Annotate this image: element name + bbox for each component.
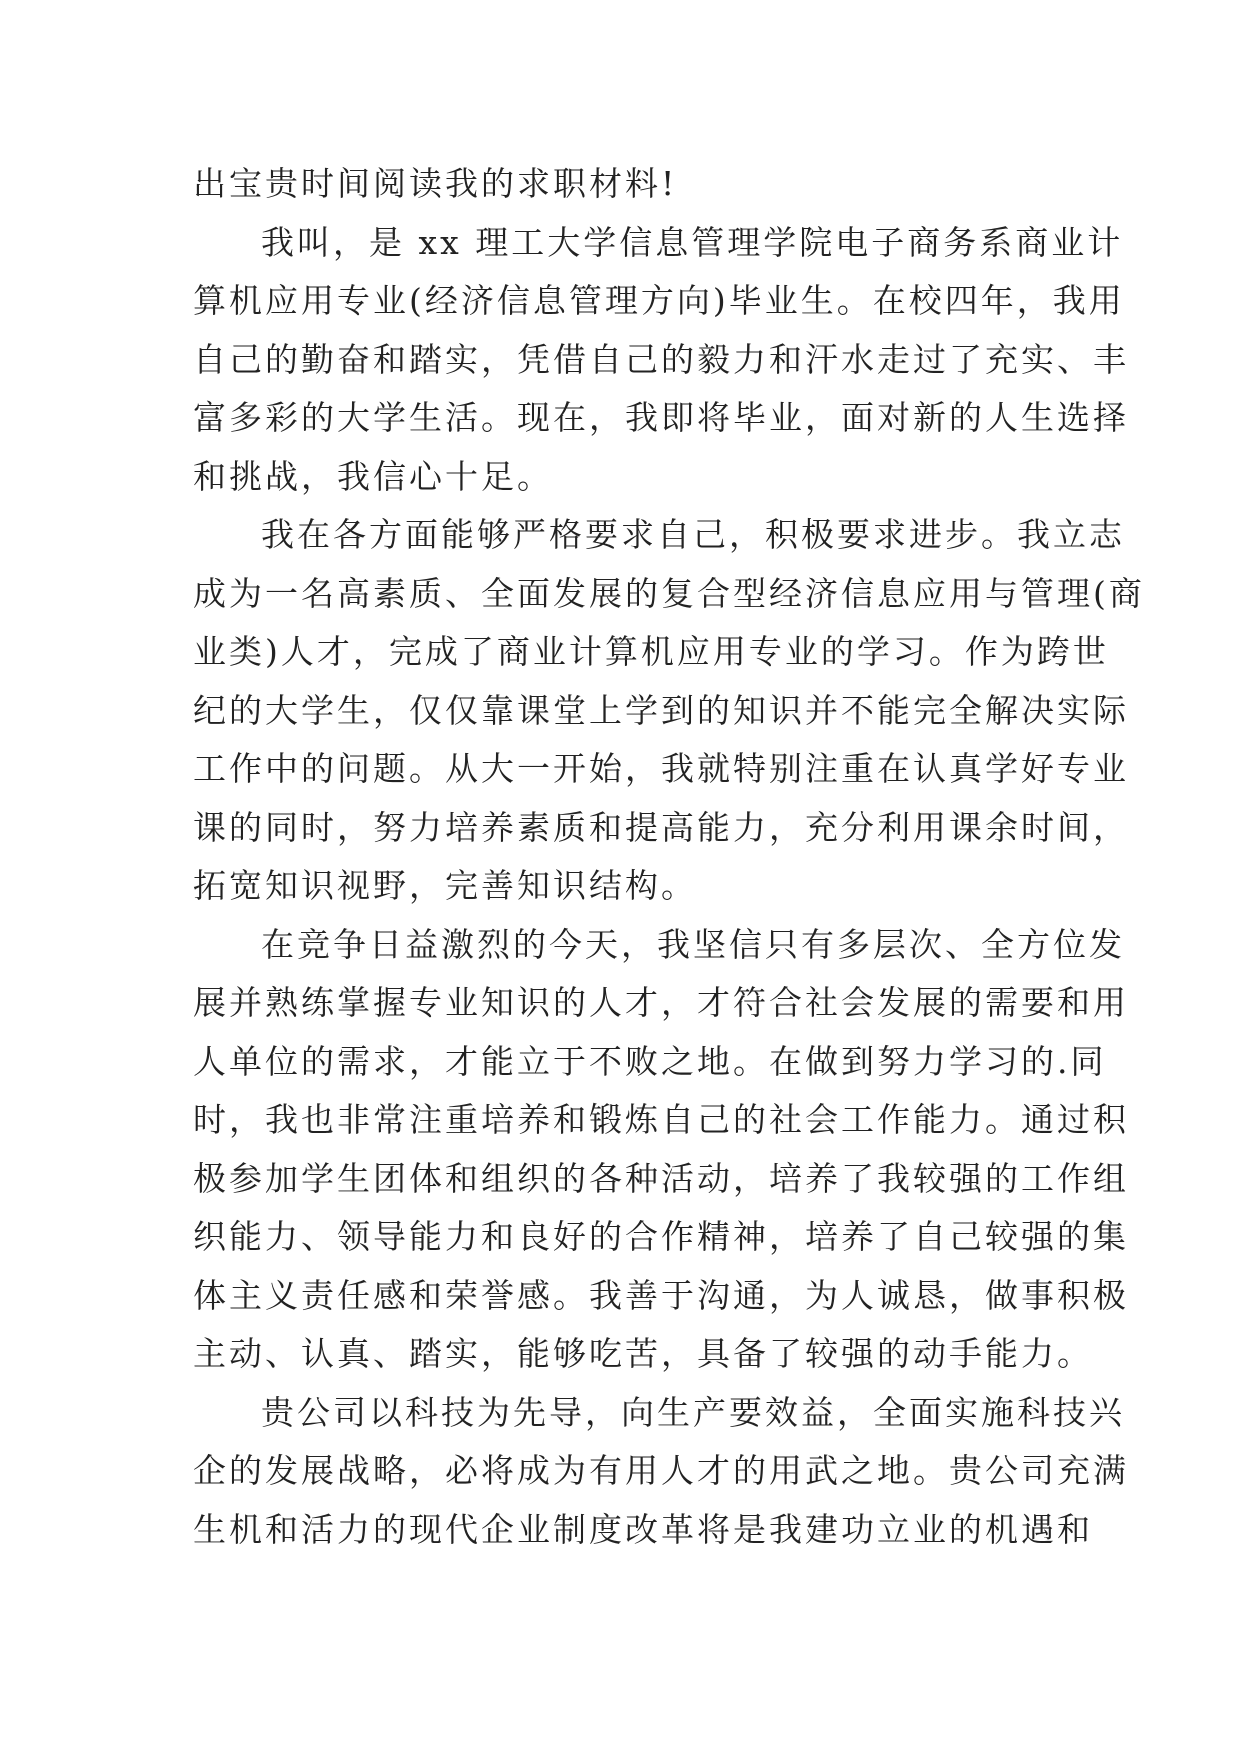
letter-body [193,155,1145,1559]
text-line: 时，我也非常注重培养和锻炼自己的社会工作能力。通过积 [193,1100,1129,1139]
text-line: 出宝贵时间阅读我的求职材料! [193,164,678,203]
paragraph-first-line: 我在各方面能够严格要求自己，积极要求进步。我立志 [261,515,1125,554]
text-line: 体主义责任感和荣誉感。我善于沟通，为人诚恳，做事积极 [193,1275,1129,1315]
text-line: 主动、认真、踏实，能够吃苦，具备了较强的动手能力。 [193,1334,1093,1373]
text-line: 极参加学生团体和组织的各种活动，培养了我较强的工作组 [193,1158,1129,1198]
text-line: 生机和活力的现代企业制度改革将是我建功立业的机遇和 [193,1509,1093,1549]
text-line: 成为一名高素质、全面发展的复合型经济信息应用与管理(商 [193,573,1145,613]
text-line: 富多彩的大学生活。现在，我即将毕业，面对新的人生选择 [193,398,1129,437]
text-line: 课的同时，努力培养素质和提高能力，充分利用课余时间， [193,807,1129,847]
text-line: 企的发展战略，必将成为有用人才的用武之地。贵公司充满 [193,1451,1129,1490]
text-line: 织能力、领导能力和良好的合作精神，培养了自己较强的集 [193,1217,1129,1256]
paragraph-first-line: 在竞争日益激烈的今天，我坚信只有多层次、全方位发 [261,924,1125,964]
text-line: 自己的勤奋和踏实，凭借自己的毅力和汗水走过了充实、丰 [193,339,1129,379]
text-line: 纪的大学生，仅仅靠课堂上学到的知识并不能完全解决实际 [193,690,1129,730]
paragraph-first-line: 贵公司以科技为先导，向生产要效益，全面实施科技兴 [261,1392,1125,1432]
text-line: 工作中的问题。从大一开始，我就特别注重在认真学好专业 [193,749,1129,788]
text-line: 拓宽知识视野，完善知识结构。 [193,866,697,905]
text-line: 算机应用专业(经济信息管理方向)毕业生。在校四年，我用 [193,281,1125,320]
text-line: 和挑战，我信心十足。 [193,456,553,496]
text-line: 业类)人才，完成了商业计算机应用专业的学习。作为跨世 [193,632,1109,671]
paragraph-first-line: 我叫，是 xx 理工大学信息管理学院电子商务系商业计 [261,222,1124,262]
text-line: 人单位的需求，才能立于不败之地。在做到努力学习的.同 [193,1041,1107,1081]
text-line: 展并熟练掌握专业知识的人才，才符合社会发展的需要和用 [193,983,1129,1022]
